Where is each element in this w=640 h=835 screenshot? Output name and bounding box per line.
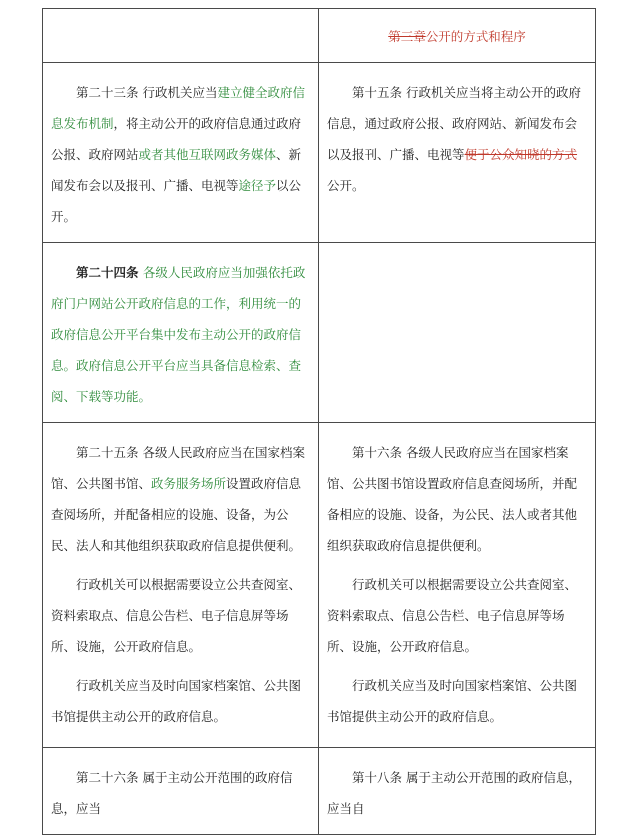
cell-left [43, 423, 319, 748]
cell-right [319, 748, 596, 835]
text-run: 行政机关可以根据需要设立公共查阅室、资料索取点、信息公告栏、电子信息屏等场所、设施，公开政府信息。 [327, 577, 578, 654]
text-run: 行政机关可以根据需要设立公共查阅室、资料索取点、信息公告栏、电子信息屏等场所、设施，公开政府信息。 [51, 577, 302, 654]
table-row [43, 63, 596, 243]
text-run: 第二十三条 行政机关应当 [76, 85, 218, 100]
cell-left-empty [43, 9, 319, 63]
paragraph [327, 762, 587, 824]
text-run: 各级人民政府应当加强依托政府门户网站公开政府信息的工作，利用统一的政府信息公开平台集中发布主动公开的政府信息。政府信息公开平台应当具备信息检索、查阅、下载等功能。 [51, 265, 306, 404]
text-run: 便于公众知晓的方式 [464, 147, 578, 162]
paragraph [327, 569, 587, 662]
text-run: 第二十四条 [76, 265, 143, 280]
table-row [43, 748, 596, 835]
cell-left [43, 748, 319, 835]
text-run: 政务服务场所 [151, 476, 227, 491]
text-run: 以公开。 [51, 178, 302, 224]
paragraph [327, 670, 587, 732]
text-run: 第十八条 属于主动公开范围的政府信息，应当自 [327, 770, 581, 816]
text-run: ，将主动公开的政府信息通过政府公报、政府网站 [51, 116, 302, 162]
text-run: 行政机关应当及时向国家档案馆、公共图书馆提供主动公开的政府信息。 [51, 678, 302, 724]
table-row [43, 243, 596, 423]
text-run: 第十六条 各级人民政府应当在国家档案馆、公共图书馆设置政府信息查阅场所，并配备相应的设施、设备，为公民、法人或者其他组织获取政府信息提供便利。 [327, 445, 578, 553]
paragraph [51, 257, 310, 412]
text-run: 第二十六条 属于主动公开范围的政府信息，应当 [51, 770, 293, 816]
cell-left [43, 63, 319, 243]
cell-right [319, 63, 596, 243]
paragraph [327, 77, 587, 201]
table-row [43, 423, 596, 748]
chapter-heading [319, 9, 596, 63]
table-row-chapter [43, 9, 596, 63]
text-run: 、新闻发布会以及报刊、广播、电视等 [51, 147, 302, 193]
chapter-strike: 第三章 [388, 29, 426, 44]
text-run: 第十五条 行政机关应当将主动公开的政府信息，通过政府公报、政府网站、新闻发布会以及报刊、广播、电视等 [327, 85, 581, 162]
paragraph [51, 77, 310, 232]
text-run: 途径予 [238, 178, 277, 193]
paragraph [51, 437, 310, 561]
paragraph [51, 569, 310, 662]
text-run: 第二十五条 各级人民政府应当在国家档案馆、公共图书馆、 [51, 445, 305, 491]
text-run: 或者其他互联网政务媒体 [138, 147, 277, 162]
cell-left [43, 243, 319, 423]
chapter-title: 公开的方式和程序 [425, 29, 526, 44]
paragraph [327, 437, 587, 561]
comparison-table [42, 8, 596, 835]
text-run: 行政机关应当及时向国家档案馆、公共图书馆提供主动公开的政府信息。 [327, 678, 578, 724]
text-run: 设置政府信息查阅场所，并配备相应的设施、设备，为公民、法人和其他组织获取政府信息提供便利。 [51, 476, 302, 553]
text-run: 公开。 [327, 178, 365, 193]
cell-right-empty [319, 243, 596, 423]
paragraph [51, 670, 310, 732]
cell-right [319, 423, 596, 748]
text-run: 建立健全政府信息发布机制 [51, 85, 305, 131]
paragraph [51, 762, 310, 824]
